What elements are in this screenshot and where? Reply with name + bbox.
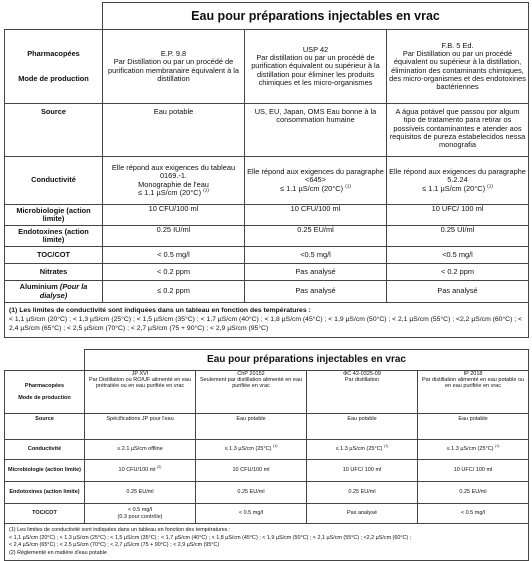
table-row <box>5 205 529 226</box>
footnote-2: (2) Réglementé en matière d'eau potable <box>9 549 107 556</box>
row-label-mode: Mode de production <box>18 73 89 83</box>
production-mode: Par distillation ou par un procédé de purification équivalent ou supérieur à la distillation pour éliminer les produits chimiques et les micro-organismes <box>251 53 380 87</box>
table-row <box>5 30 529 104</box>
footnote-ref: (2) <box>157 465 162 470</box>
table-row <box>5 264 529 281</box>
row-label-aluminium-main: Aluminium <box>19 282 58 292</box>
footnote-ref: (1) <box>495 444 500 449</box>
micro-limit: 10 UFC/ 100 ml <box>453 467 493 474</box>
row-label-pharmacopees-mode <box>5 371 85 414</box>
cond-ref: <645> <box>305 175 326 185</box>
cell-microbiologie <box>85 460 196 482</box>
footnote-ref: (1) <box>273 444 278 449</box>
cell-source: Eau potable <box>103 104 245 157</box>
table-row <box>5 104 529 157</box>
row-label-conductivite: Conductivité <box>5 157 103 205</box>
cell-conductivite <box>418 440 529 460</box>
cell-endotoxines: 0.25 EU/ml <box>307 482 418 504</box>
cell-toc <box>85 504 196 524</box>
cond-limit: ≤ 1.3 µS/cm (25°C) <box>224 446 272 453</box>
table-footnote <box>5 303 529 338</box>
row-label-pharmacopees-mode <box>5 30 103 104</box>
row-label-aluminium <box>5 281 103 303</box>
cell-endotoxines: 0.25 EU/ml <box>245 226 387 247</box>
corner-cell <box>5 350 85 371</box>
cell-conductivite <box>85 440 196 460</box>
table-row <box>5 482 529 504</box>
cell-toc: < 0.5 mg/l <box>103 247 245 264</box>
cell-aluminium: Pas analysé <box>387 281 529 303</box>
cell-microbiologie: 10 CFU/100 ml <box>245 205 387 226</box>
cell-conductivite <box>196 440 307 460</box>
toc-limit: < 0.5 mg/l <box>127 507 153 514</box>
cell-conductivite <box>387 157 529 205</box>
cell-endotoxines: 0.25 EU/ml <box>85 482 196 504</box>
cell-toc: <0.5 mg/l <box>387 247 529 264</box>
row-label-mode: Mode de production <box>18 395 71 402</box>
cell-microbiologie: 10 UFC/ 100 ml <box>387 205 529 226</box>
production-mode: Par distillation alimenté en eau potable ou en eau purifiée en vrac <box>421 377 525 390</box>
row-label-aluminium-note: (Pour la dialyse) <box>39 282 88 300</box>
footnote-ref: (1) <box>384 444 389 449</box>
pharmacopee-name: USP 42 <box>302 44 329 54</box>
cell-toc: < 0.5 mg/l <box>196 504 307 524</box>
row-label-source: Source <box>5 414 85 440</box>
footnote-values: < 1,1 µS/cm (20°C) ; < 1,3 µS/cm (25°C) ; < 1,5 µS/cm (35°C) ; < 1,7 µS/cm (40°C) ; < 1,8 µS/cm (45°C) ; < 1,9 µS/cm (50°C) ; < 2,1 µS/cm (55°C) ; <2,2 µS/cm (60°C) ; < 2,4 µS/cm (65°C) ; < 2,5 µS/cm (70°C) ; < 2,7 µS/cm (75 + 90°C) ; < 2,9 µS/cm (95°C) <box>9 316 522 333</box>
cell-source: Eau potable <box>307 414 418 440</box>
cond-limit: ≤ 1.1 µS/cm (20°C) <box>280 183 344 193</box>
pharmacopee-name: ChP 20152 <box>237 371 265 377</box>
row-label-microbiologie: Microbiologie (action limite) <box>5 460 85 482</box>
micro-limit: 10 CFU/100 ml <box>232 467 270 474</box>
cell-conductivite <box>245 157 387 205</box>
table-epi-vrac-2 <box>4 349 529 561</box>
cell-pharmacopee-mode <box>196 371 307 414</box>
cond-text: Elle répond aux exigences du paragraphe <box>247 167 384 177</box>
cond-ref: 5.2.24 <box>447 175 468 185</box>
row-label-toc: TOC/COT <box>5 247 103 264</box>
production-mode: Par distillation <box>344 377 380 384</box>
cond-limit: ≤ 1.1 µS/cm (20°C) <box>422 183 486 193</box>
cond-ref: Monographie de l'eau <box>138 179 209 189</box>
cell-nitrates: Pas analysé <box>245 264 387 281</box>
cond-limit: ≤ 2.1 µS/cm offline <box>117 446 163 453</box>
pharmacopee-name: ФС 42-0325-09 <box>343 371 381 377</box>
table-row <box>5 440 529 460</box>
cond-limit: ≤ 1.3 µS/cm (25°C) <box>446 446 494 453</box>
cell-source: Eau potable <box>418 414 529 440</box>
row-label-endotoxines: Endotoxines (action limite) <box>5 482 85 504</box>
footnote-row <box>5 303 529 338</box>
table-title: Eau pour préparations injectables en vrac <box>103 3 529 30</box>
pharmacopee-name: JP XVI <box>131 371 149 377</box>
table-title-row <box>5 3 529 30</box>
row-label-microbiologie: Microbiologie (action limite) <box>5 205 103 226</box>
footnote-ref: (1) <box>203 188 209 194</box>
cell-endotoxines: 0.25 EU/ml <box>418 482 529 504</box>
cell-pharmacopee-mode <box>245 30 387 104</box>
row-label-pharmacopees: Pharmacopées <box>27 48 80 58</box>
production-mode: Par Distillation ou par un procédé équivalent ou supérieur à la distillation, élimination des contaminants chimiques, des micro-organismes et des endotoxines bactériennes <box>389 48 526 92</box>
table-row <box>5 504 529 524</box>
cell-pharmacopee-mode <box>387 30 529 104</box>
table-title: Eau pour préparations injectables en vrac <box>85 350 529 371</box>
cond-limit: ≤ 1.1 µS/cm (20°C) <box>138 187 202 197</box>
cell-conductivite <box>307 440 418 460</box>
cell-pharmacopee-mode <box>307 371 418 414</box>
production-mode: Par Distillation ou par un procédé de purification membranaire équivalent à la distillation <box>107 57 240 83</box>
pharmacopee-name: IP 2018 <box>463 371 483 377</box>
cond-text: Elle répond aux exigences du paragraphe <box>389 167 526 177</box>
footnote-row <box>5 524 529 561</box>
row-label-pharmacopees: Pharmacopées <box>24 382 65 389</box>
footnote-line: < 1,1 µS/cm (20°C) ; < 1,3 µS/cm (25°C) ; < 1,5 µS/cm (35°C) ; < 1,7 µS/cm (40°C) ; < 1,8 µS/cm (45°C) ; < 1,9 µS/cm (50°C) ; < 2,1 µS/cm (55°C) ; <2,2 µS/cm (60°C) ; <box>9 534 412 541</box>
table-row <box>5 226 529 247</box>
cell-nitrates: < 0.2 ppm <box>103 264 245 281</box>
row-label-endotoxines: Endotoxines (action limite) <box>5 226 103 247</box>
cond-text: Elle répond aux exigences du tableau 0169.-1. <box>111 162 236 181</box>
cond-limit: ≤ 1.3 µS/cm (25°C) <box>335 446 383 453</box>
row-label-conductivite: Conductivité <box>5 440 85 460</box>
production-mode: Seulement par distillation alimenté en eau purifiée en vrac <box>199 377 303 390</box>
cell-microbiologie: 10 CFU/100 ml <box>103 205 245 226</box>
cell-toc: Pas analysé <box>307 504 418 524</box>
footnote-intro: (1) Les limites de conductivité sont indiquées dans un tableau en fonction des températures : <box>9 527 231 533</box>
cell-endotoxines: 0.25 EU/ml <box>196 482 307 504</box>
cell-conductivite <box>103 157 245 205</box>
cell-source: A água potável que passou por algum tipo de tratamento para retirar os possíveis contaminantes e atender aos requisitos de pureza estabelecidos nessa monografia <box>387 104 529 157</box>
footnote-intro: (1) Les limites de conductivité sont indiquées dans un tableau en fonction des températures : <box>9 307 311 314</box>
cell-endotoxines: 0.25 UI/ml <box>387 226 529 247</box>
table-row <box>5 460 529 482</box>
cell-microbiologie <box>196 460 307 482</box>
production-mode: Par Distillation ou RO/UF alimenté en eau prétraitée ou en eau purifiée en vrac <box>88 377 192 390</box>
cell-microbiologie <box>418 460 529 482</box>
table-row <box>5 157 529 205</box>
footnote-ref: (1) <box>345 184 351 190</box>
cell-aluminium: ≤ 0.2 ppm <box>103 281 245 303</box>
table-row <box>5 281 529 303</box>
cell-source: US, EU, Japan, OMS Eau bonne à la consommation humaine <box>245 104 387 157</box>
cell-endotoxines: 0.25 IU/ml <box>103 226 245 247</box>
micro-limit: 10 UFC/ 100 ml <box>342 467 382 474</box>
row-label-nitrates: Nitrates <box>5 264 103 281</box>
table-title-row <box>5 350 529 371</box>
table-row <box>5 247 529 264</box>
cell-aluminium: Pas analysé <box>245 281 387 303</box>
micro-limit: 10 CFU/100 ml <box>118 467 156 474</box>
pharmacopee-name: E.P. 9.8 <box>160 48 187 58</box>
cell-pharmacopee-mode <box>103 30 245 104</box>
corner-cell <box>5 3 103 30</box>
table-footnote <box>5 524 529 561</box>
cell-source: Spécifications JP pour l'eau <box>85 414 196 440</box>
cell-toc: <0.5 mg/l <box>245 247 387 264</box>
cell-nitrates: < 0.2 ppm <box>387 264 529 281</box>
cell-pharmacopee-mode <box>418 371 529 414</box>
table-row <box>5 414 529 440</box>
pharmacopee-name: F.B. 5 Ed. <box>441 40 474 50</box>
footnote-line: < 2,4 µS/cm (65°C) ; < 2,5 µS/cm (70°C) ; < 2,7 µS/cm (75 + 90°C) ; < 2,9 µS/cm (95°C) <box>9 542 220 549</box>
row-label-toc: TOC/COT <box>5 504 85 524</box>
cell-microbiologie <box>307 460 418 482</box>
cell-pharmacopee-mode <box>85 371 196 414</box>
footnote-ref: (1) <box>487 184 493 190</box>
row-label-source: Source <box>5 104 103 157</box>
table-row <box>5 371 529 414</box>
table-epi-vrac-1 <box>4 2 529 338</box>
cell-source: Eau potable <box>196 414 307 440</box>
toc-note: (0.3 pour contrôle) <box>117 513 163 520</box>
cell-toc: < 0.5 mg/l <box>418 504 529 524</box>
